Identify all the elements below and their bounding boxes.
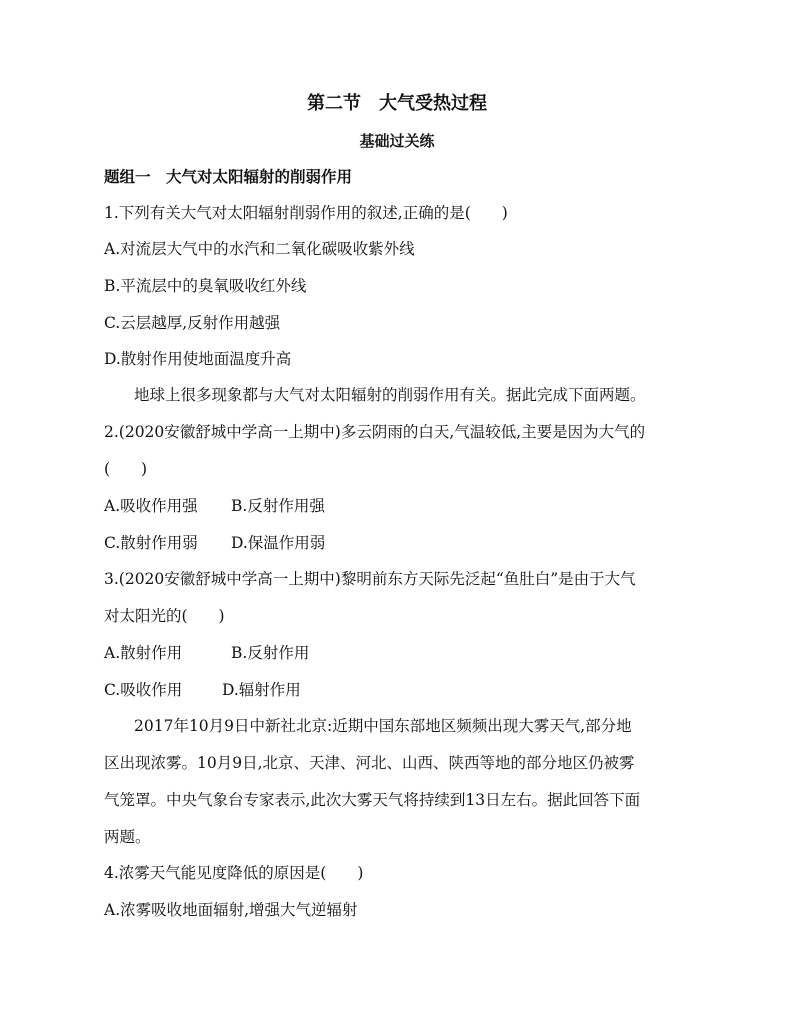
passage-2-line1: 2017年10月9日中新社北京:近期中国东部地区频频出现大雾天气,部分地 [134, 717, 632, 735]
question-1-option-c: C.云层越厚,反射作用越强 [104, 314, 281, 332]
passage-2-line3: 气笼罩。中央气象台专家表示,此次大雾天气将持续到13日左右。据此回答下面 [104, 791, 641, 809]
question-1-option-a: A.对流层大气中的水汽和二氧化碳吸收紫外线 [104, 240, 415, 258]
question-4-stem: 4.浓雾天气能见度降低的原因是( ) [104, 864, 364, 882]
section-heading: 题组一 大气对太阳辐射的削弱作用 [104, 168, 353, 186]
question-2-stem-line2: ( ) [104, 460, 148, 478]
question-2-option-b: B.反射作用强 [231, 497, 325, 515]
question-4-option-a: A.浓雾吸收地面辐射,增强大气逆辐射 [104, 901, 358, 919]
passage-2-line2: 区出现浓雾。10月9日,北京、天津、河北、山西、陕西等地的部分地区仍被雾 [104, 754, 635, 772]
page-subtitle: 基础过关练 [359, 132, 435, 150]
question-1-option-d: D.散射作用使地面温度升高 [104, 350, 292, 368]
question-3-stem-line1: 3.(2020安徽舒城中学高一上期中)黎明前东方天际先泛起“鱼肚白”是由于大气 [104, 570, 636, 588]
question-3-option-d: D.辐射作用 [222, 681, 301, 699]
passage-1: 地球上很多现象都与大气对太阳辐射的削弱作用有关。据此完成下面两题。 [134, 386, 646, 404]
passage-2-line4: 两题。 [104, 828, 151, 846]
question-2-option-d: D.保温作用弱 [231, 534, 326, 552]
question-3-option-c: C.吸收作用 [104, 681, 183, 699]
question-2-option-a: A.吸收作用强 [104, 497, 198, 515]
question-1-option-b: B.平流层中的臭氧吸收红外线 [104, 277, 307, 295]
question-3-stem-line2: 对太阳光的( ) [104, 607, 225, 625]
question-2-stem-line1: 2.(2020安徽舒城中学高一上期中)多云阴雨的白天,气温较低,主要是因为大气的 [104, 423, 646, 441]
question-3-option-b: B.反射作用 [231, 644, 310, 662]
page-title: 第二节 大气受热过程 [307, 93, 487, 114]
question-2-option-c: C.散射作用弱 [104, 534, 198, 552]
question-3-option-a: A.散射作用 [104, 644, 183, 662]
question-1-stem: 1.下列有关大气对太阳辐射削弱作用的叙述,正确的是( ) [104, 204, 508, 222]
